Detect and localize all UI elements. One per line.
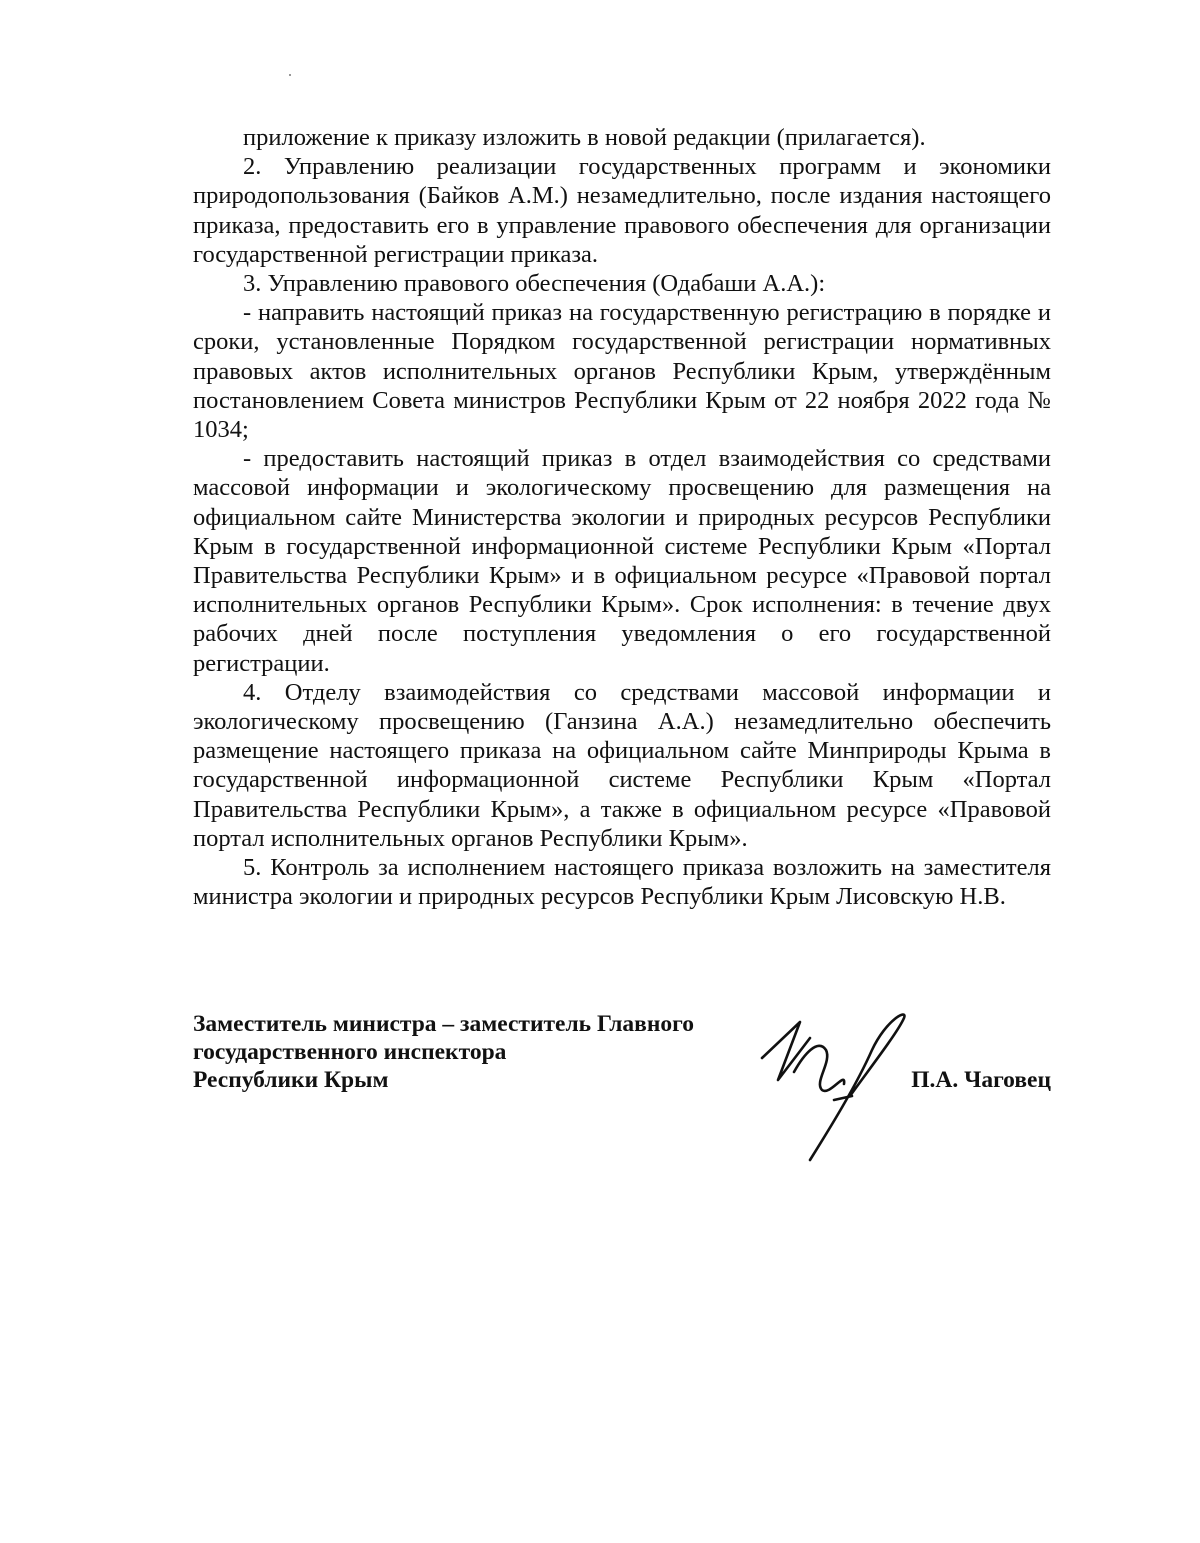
signer-name: П.А. Чаговец [911, 1067, 1051, 1093]
paragraph-item-3-sub-2: - предоставить настоящий приказ в отдел взаимодействия со средствами массовой информации и экологическому просвещению для размещения на официальном сайте Министерства экологии и природных ресурсов Республики Крым в государственной информационной системе Республики Крым «Портал Правительства Республики Крым» и в официальном ресурсе «Правовой портал исполнительных органов Республики Крым». Срок исполнения: в течение двух рабочих дней после поступления уведомления о его государственной регистрации. [193, 445, 1051, 677]
position-line-2: государственного инспектора [193, 1039, 507, 1065]
paragraph-item-3: 3. Управлению правового обеспечения (Одабаши А.А.): [243, 270, 826, 298]
paragraph-item-5: 5. Контроль за исполнением настоящего приказа возложить на заместителя министра экологии и природных ресурсов Республики Крым Лисовскую Н.В. [193, 854, 1051, 911]
scan-speck [289, 74, 291, 76]
paragraph-item-3-sub-1: - направить настоящий приказ на государственную регистрацию в порядке и сроки, установленные Порядком государственной регистрации нормативных правовых актов исполнительных органов Республики Крым, утверждённым постановлением Совета министров Республики Крым от 22 ноября 2022 года № 1034; [193, 299, 1051, 444]
paragraph-annex-continuation: приложение к приказу изложить в новой редакции (прилагается). [243, 124, 926, 151]
position-line-3: Республики Крым [193, 1067, 389, 1093]
paragraph-item-4: 4. Отделу взаимодействия со средствами массовой информации и экологическому просвещению (Ганзина А.А.) незамедлительно обеспечить размещение настоящего приказа на официальном сайте Минприроды Крыма в государственной информационной системе Республики Крым «Портал Правительства Республики Крым», а также в официальном ресурсе «Правовой портал исполнительных органов Республики Крым». [193, 678, 1051, 852]
document-body [193, 123, 1051, 911]
position-line-1: Заместитель министра – заместитель Главного [193, 1011, 695, 1037]
signatory-position [193, 1010, 753, 1094]
paragraph-item-2: 2. Управлению реализации государственных программ и экономики природопользования (Байков А.М.) незамедлительно, после издания настоящего приказа, предоставить его в управление правового обеспечения для организации государственной регистрации приказа. [193, 153, 1051, 268]
handwritten-signature [748, 1010, 918, 1170]
